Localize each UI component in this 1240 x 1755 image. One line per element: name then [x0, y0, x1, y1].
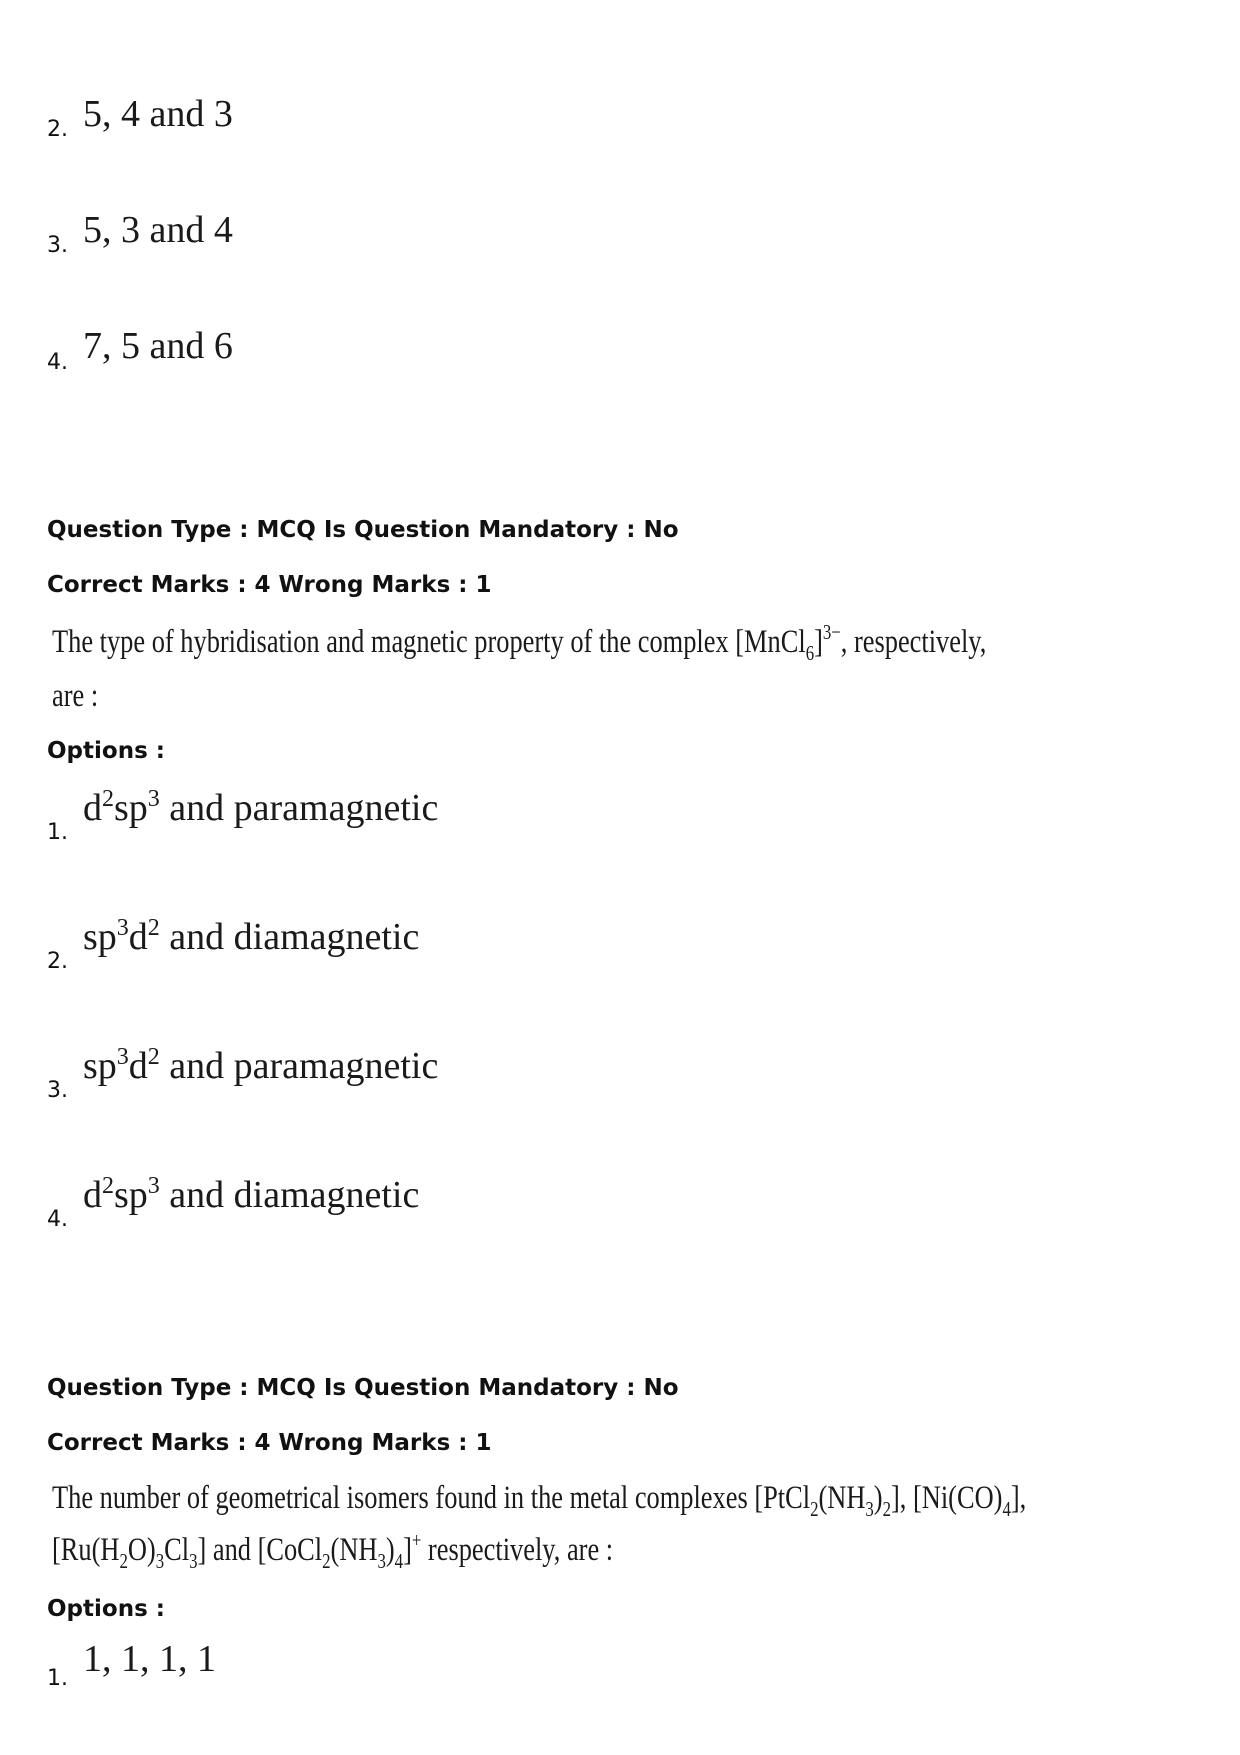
option-number: 3.	[47, 1078, 68, 1103]
question-type-line: Question Type : MCQ Is Question Mandatory : No	[47, 517, 679, 543]
option-text: 5, 4 and 3	[83, 93, 233, 135]
option-number: 4.	[47, 1207, 68, 1232]
option-number: 3.	[47, 233, 68, 258]
option-text: $sp^3d^2$ and diamagnetic	[83, 915, 420, 958]
marks-line: Correct Marks : 4 Wrong Marks : 1	[47, 572, 492, 598]
option-text: 1, 1, 1, 1	[83, 1638, 216, 1680]
option-text: $d^2sp^3$ and diamagnetic	[83, 1173, 420, 1216]
option-number: 2.	[47, 117, 68, 142]
option-text: 5, 3 and 4	[83, 209, 233, 251]
option-number: 2.	[47, 949, 68, 974]
question-text-line2: are :	[52, 678, 99, 714]
question-type-line: Question Type : MCQ Is Question Mandatory : No	[47, 1375, 679, 1401]
question-text: The type of hybridisation and magnetic property of the complex [MnCl$_6$]$^{3-}$, respectively,	[52, 620, 987, 665]
option-number: 1.	[47, 820, 68, 845]
options-label: Options :	[47, 1596, 165, 1622]
option-number: 1.	[47, 1666, 68, 1691]
option-text: $sp^3d^2$ and paramagnetic	[83, 1044, 439, 1087]
question-text-line2: $[Ru(H_2O)_3Cl_3]$ and $[CoCl_2(NH_3)_4]^+$ respectively, are :	[52, 1528, 614, 1573]
marks-line: Correct Marks : 4 Wrong Marks : 1	[47, 1430, 492, 1456]
question-text: The number of geometrical isomers found in the metal complexes $[PtCl_2(NH_3)_2]$, $[Ni(CO)_4]$,	[52, 1480, 1027, 1521]
options-label: Options :	[47, 738, 165, 764]
option-number: 4.	[47, 350, 68, 375]
option-text: $d^2sp^3$ and paramagnetic	[83, 786, 439, 829]
option-text: 7, 5 and 6	[83, 325, 233, 367]
